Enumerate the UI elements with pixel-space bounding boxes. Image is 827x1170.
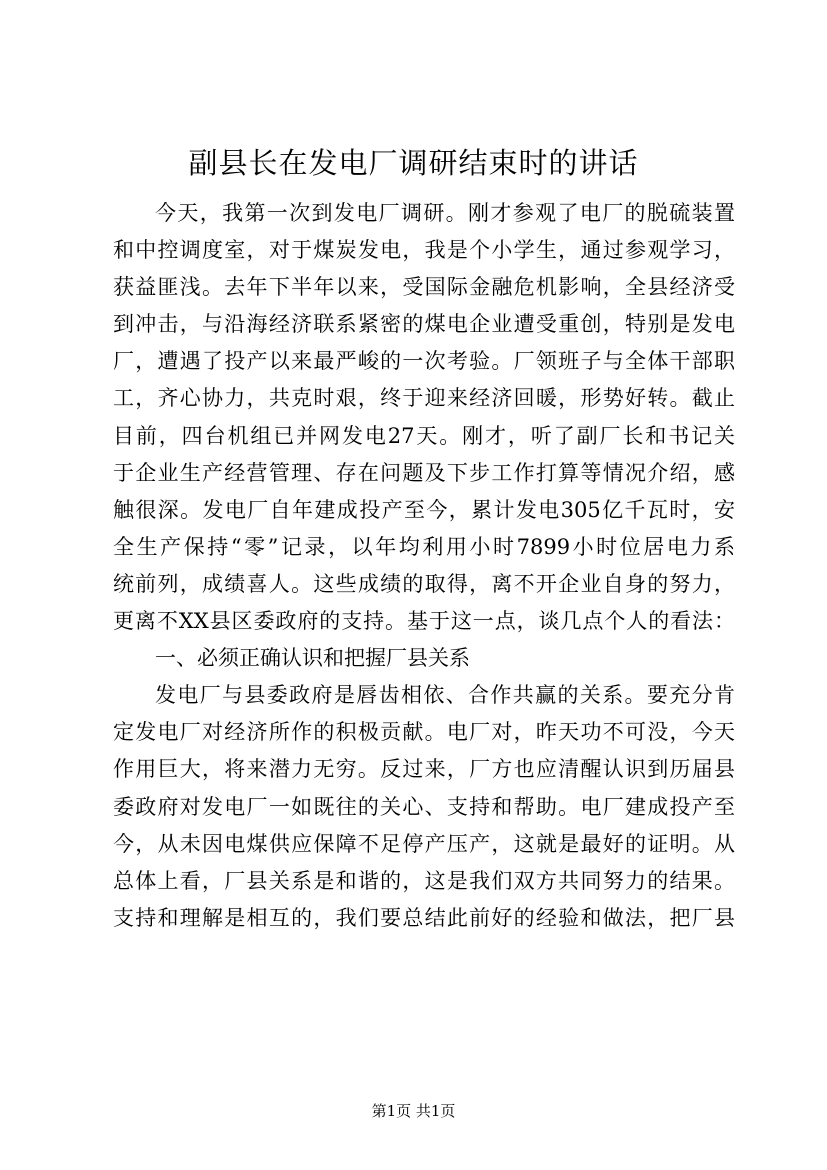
paragraph-line: 触很深。发电厂自年建成投产至今，累计发电305亿千瓦时，安 [113, 497, 735, 522]
document-title: 副县长在发电厂调研结束时的讲话 [188, 146, 639, 180]
page-number-footer: 第1页 共1页 [371, 1102, 456, 1120]
paragraph-line: 统前列，成绩喜人。这些成绩的取得，离不开企业自身的努力， [113, 571, 735, 596]
section-heading: 一、必须正确认识和把握厂县关系 [155, 646, 470, 671]
paragraph-line: 获益匪浅。去年下半年以来，受国际金融危机影响，全县经济受 [113, 275, 735, 300]
paragraph-line: 工，齐心协力，共克时艰，终于迎来经济回暖，形势好转。截止 [113, 386, 735, 411]
paragraph-line: 支持和理解是相互的，我们要总结此前好的经验和做法，把厂县 [113, 905, 735, 930]
document-body [113, 195, 735, 937]
paragraph-line: 定发电厂对经济所作的积极贡献。电厂对，昨天功不可没，今天 [113, 720, 735, 745]
paragraph-line: 委政府对发电厂一如既往的关心、支持和帮助。电厂建成投产至 [113, 794, 735, 819]
paragraph-line: 总体上看，厂县关系是和谐的，这是我们双方共同努力的结果。 [113, 868, 735, 893]
paragraph-line: 全生产保持“零”记录，以年均利用小时7899小时位居电力系 [113, 534, 735, 559]
paragraph-line: 更离不XX县区委政府的支持。基于这一点，谈几点个人的看法： [113, 609, 735, 634]
paragraph-line: 厂，遭遇了投产以来最严峻的一次考验。厂领班子与全体干部职 [113, 349, 735, 374]
paragraph-line: 到冲击，与沿海经济联系紧密的煤电企业遭受重创，特别是发电 [113, 312, 735, 337]
paragraph-line: 今，从未因电煤供应保障不足停产压产，这就是最好的证明。从 [113, 831, 735, 856]
paragraph-line: 目前，四台机组已并网发电27天。刚才，听了副厂长和书记关 [113, 423, 735, 448]
paragraph-line: 作用巨大，将来潜力无穷。反过来，厂方也应清醒认识到历届县 [113, 757, 735, 782]
paragraph-line: 和中控调度室，对于煤炭发电，我是个小学生，通过参观学习， [113, 238, 735, 263]
paragraph-line: 今天，我第一次到发电厂调研。刚才参观了电厂的脱硫装置 [155, 201, 735, 225]
paragraph-line: 发电厂与县委政府是唇齿相依、合作共赢的关系。要充分肯 [155, 683, 735, 708]
paragraph-line: 于企业生产经营管理、存在问题及下步工作打算等情况介绍，感 [113, 460, 735, 485]
